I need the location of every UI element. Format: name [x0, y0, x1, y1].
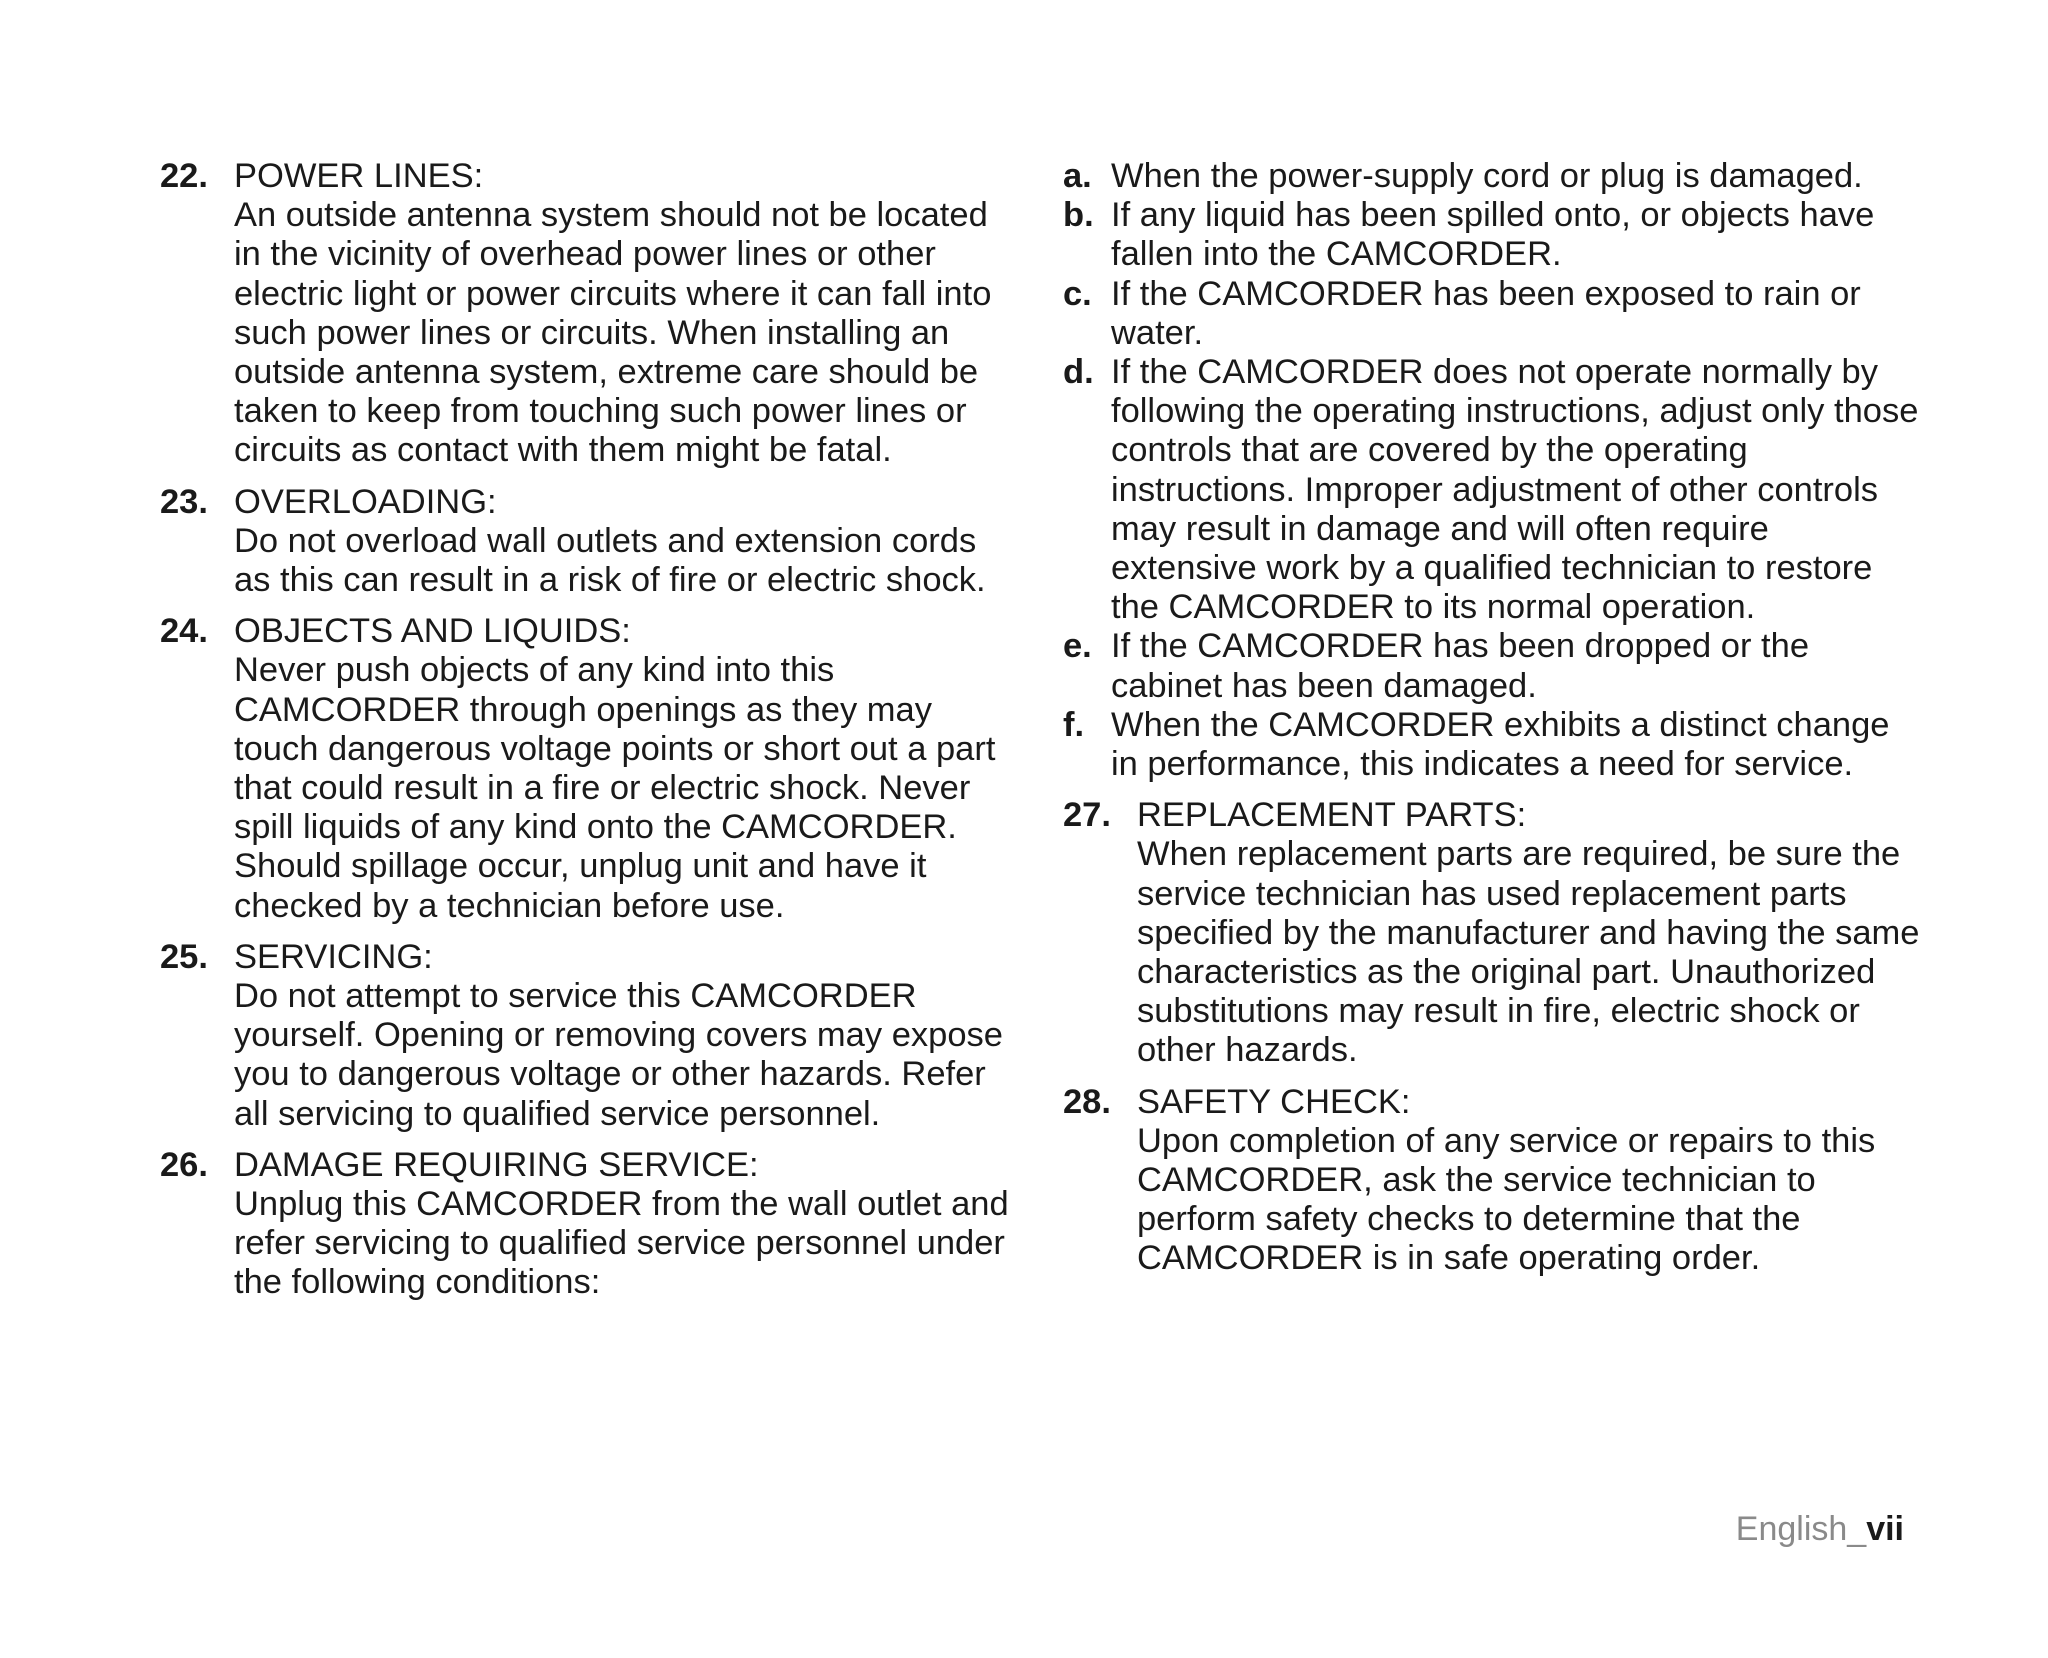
- safety-item-27: [1063, 796, 1923, 1070]
- item-body: Unplug this CAMCORDER from the wall outlet and refer servicing to qualified service personnel under the following conditions:: [234, 1185, 1009, 1302]
- item-number: 28.: [1063, 1082, 1111, 1121]
- item-heading: SAFETY CHECK:: [1137, 1082, 1411, 1121]
- safety-item-28: [1063, 1083, 1923, 1279]
- item-heading: DAMAGE REQUIRING SERVICE:: [234, 1145, 759, 1184]
- item-number: 23.: [160, 482, 208, 521]
- condition-text: When the CAMCORDER exhibits a distinct change in performance, this indicates a need for service.: [1111, 705, 1890, 784]
- condition-letter: a.: [1063, 157, 1092, 195]
- condition-letter: c.: [1063, 274, 1092, 313]
- item-number: 24.: [160, 612, 208, 651]
- footer-language: English_: [1735, 1510, 1867, 1548]
- item-body: An outside antenna system should not be located in the vicinity of overhead power lines or other electric light or power circuits where it can fall into such power lines or circuits. When installing an outside antenna system, extreme care should be taken to keep from touching such power lines or circuits as contact with them might be fatal.: [234, 196, 992, 470]
- item-body: Upon completion of any service or repairs to this CAMCORDER, ask the service technician to perform safety checks to determine that the CAMCORDER is in safe operating order.: [1137, 1121, 1876, 1278]
- condition-letter: e.: [1063, 627, 1092, 666]
- condition-text: When the power-supply cord or plug is damaged.: [1111, 157, 1863, 195]
- item-body: Do not overload wall outlets and extension cords as this can result in a risk of fire or electric shock.: [234, 521, 986, 600]
- condition-letter: f.: [1063, 705, 1085, 744]
- condition-text: If the CAMCORDER does not operate normally by following the operating instructions, adjust only those controls that are covered by the operating instructions. Improper adjustment of other controls may result in damage and will often require extensive work by a qualified technician to restore the CAMCORDER to its normal operation.: [1111, 353, 1919, 627]
- safety-item-24: [160, 612, 1020, 926]
- item-body: Do not attempt to service this CAMCORDER yourself. Opening or removing covers may expose you to dangerous voltage or other hazards. Refer all servicing to qualified service personnel.: [234, 977, 1003, 1133]
- item-number: 22.: [160, 157, 208, 195]
- right-column: [1063, 157, 1923, 1291]
- item-heading: SERVICING:: [234, 937, 433, 976]
- item-body: When replacement parts are required, be sure the service technician has used replacement parts specified by the manufacturer and having the same characteristics as the original part. Unauthorized substitutions may result in fire, electric shock or other hazards.: [1137, 835, 1920, 1070]
- item-heading: OBJECTS AND LIQUIDS:: [234, 612, 631, 651]
- condition-item-e: [1063, 627, 1923, 705]
- item-heading: OVERLOADING:: [234, 482, 497, 521]
- condition-text: If the CAMCORDER has been exposed to rain or water.: [1111, 274, 1861, 352]
- condition-item-b: [1063, 196, 1923, 274]
- condition-letter: d.: [1063, 353, 1094, 392]
- item-number: 26.: [160, 1145, 208, 1184]
- safety-item-25: [160, 938, 1020, 1134]
- page-number: vii: [1866, 1510, 1904, 1548]
- damage-conditions-list: [989, 157, 1923, 784]
- left-column: [160, 157, 1020, 1315]
- item-heading: POWER LINES:: [234, 157, 484, 195]
- condition-item-d: [1063, 353, 1923, 627]
- item-body: Never push objects of any kind into this CAMCORDER through openings as they may touch dangerous voltage points or short out a part that could result in a fire or electric shock. Never spill liquids of any kind onto the CAMCORDER. Should spillage occur, unplug unit and have it checked by a technician before use.: [234, 651, 996, 925]
- safety-item-26: [160, 1146, 1020, 1303]
- condition-item-a: [1063, 157, 1923, 196]
- condition-letter: b.: [1063, 196, 1094, 235]
- condition-item-f: [1063, 706, 1923, 784]
- safety-item-23: [160, 483, 1020, 601]
- safety-item-22: [160, 157, 1020, 471]
- condition-text: If the CAMCORDER has been dropped or the cabinet has been damaged.: [1111, 627, 1810, 705]
- item-number: 27.: [1063, 796, 1111, 835]
- item-heading: REPLACEMENT PARTS:: [1137, 796, 1527, 835]
- condition-text: If any liquid has been spilled onto, or objects have fallen into the CAMCORDER.: [1111, 196, 1875, 274]
- page-footer: [1736, 1510, 1904, 1549]
- item-number: 25.: [160, 937, 208, 976]
- condition-item-c: [1063, 275, 1923, 353]
